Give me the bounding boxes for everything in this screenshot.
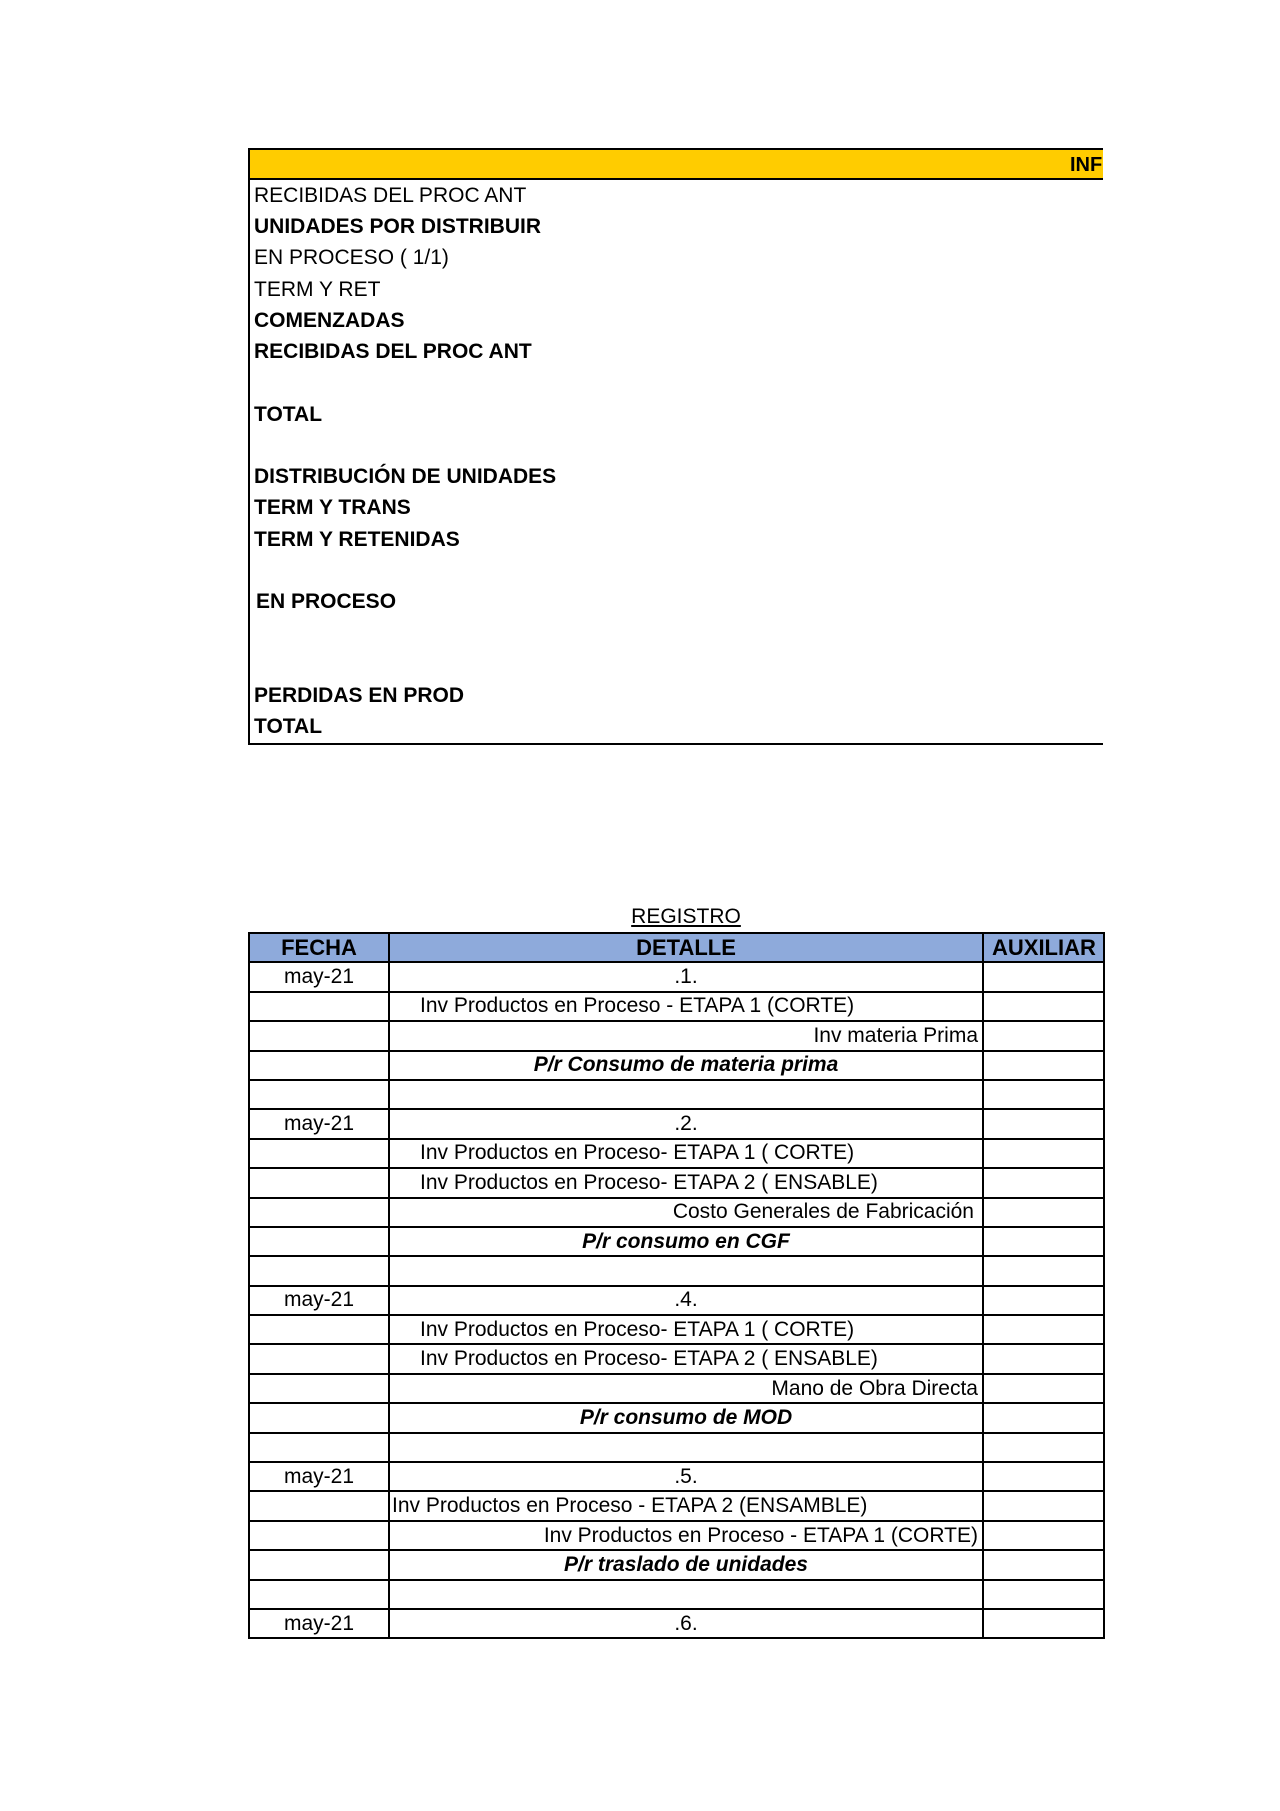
auxiliar-cell xyxy=(983,1580,1104,1609)
header-auxiliar: AUXILIAR xyxy=(983,933,1104,962)
informe-row: TERM Y RETENIDAS xyxy=(254,528,460,551)
auxiliar-cell xyxy=(983,1344,1104,1373)
fecha-cell xyxy=(249,1550,389,1579)
fecha-cell xyxy=(249,1198,389,1227)
detalle-cell: P/r traslado de unidades xyxy=(389,1550,983,1579)
table-row xyxy=(249,1109,1104,1138)
detalle-cell: .5. xyxy=(389,1462,983,1491)
table-row xyxy=(249,1227,1104,1256)
table-row xyxy=(249,1403,1104,1432)
informe-row: TERM Y RET xyxy=(254,278,381,301)
fecha-cell xyxy=(249,1227,389,1256)
table-row xyxy=(249,962,1104,991)
header-fecha: FECHA xyxy=(249,933,389,962)
detalle-cell: Mano de Obra Directa xyxy=(389,1374,983,1403)
table-row xyxy=(249,1139,1104,1168)
informe-row: DISTRIBUCIÓN DE UNIDADES xyxy=(254,465,557,488)
auxiliar-cell xyxy=(983,1286,1104,1315)
fecha-cell: may-21 xyxy=(249,962,389,991)
detalle-cell: .2. xyxy=(389,1109,983,1138)
detalle-cell: .1. xyxy=(389,962,983,991)
table-row xyxy=(249,1521,1104,1550)
table-row xyxy=(249,1315,1104,1344)
fecha-cell: may-21 xyxy=(249,1462,389,1491)
informe-row: TOTAL xyxy=(254,403,323,426)
auxiliar-cell xyxy=(983,1403,1104,1432)
table-row xyxy=(249,1021,1104,1050)
informe-block xyxy=(248,148,1103,745)
informe-row: TOTAL xyxy=(254,715,323,738)
auxiliar-cell xyxy=(983,962,1104,991)
fecha-cell xyxy=(249,1403,389,1432)
table-row xyxy=(249,1609,1104,1638)
table-row xyxy=(249,1344,1104,1373)
registro-body xyxy=(249,962,1104,1638)
auxiliar-cell xyxy=(983,1021,1104,1050)
informe-header xyxy=(250,148,1103,180)
table-row xyxy=(249,1580,1104,1609)
auxiliar-cell xyxy=(983,1491,1104,1520)
detalle-cell: Inv Productos en Proceso - ETAPA 2 (ENSAMBLE) xyxy=(389,1491,983,1520)
registro-title: REGISTRO xyxy=(631,905,741,928)
detalle-cell: .4. xyxy=(389,1286,983,1315)
table-row xyxy=(249,1374,1104,1403)
fecha-cell xyxy=(249,1168,389,1197)
table-row xyxy=(249,1550,1104,1579)
fecha-cell xyxy=(249,1256,389,1285)
table-row xyxy=(249,992,1104,1021)
fecha-cell xyxy=(249,1315,389,1344)
auxiliar-cell xyxy=(983,1521,1104,1550)
fecha-cell xyxy=(249,1521,389,1550)
fecha-cell xyxy=(249,1344,389,1373)
auxiliar-cell xyxy=(983,1609,1104,1638)
auxiliar-cell xyxy=(983,1051,1104,1080)
registro-table xyxy=(248,932,1105,1639)
informe-row: EN PROCESO xyxy=(256,590,397,613)
detalle-cell: Inv materia Prima xyxy=(389,1021,983,1050)
detalle-cell: Inv Productos en Proceso- ETAPA 2 ( ENSABLE) xyxy=(389,1344,983,1373)
detalle-cell: Inv Productos en Proceso - ETAPA 1 (CORTE) xyxy=(389,1521,983,1550)
fecha-cell: may-21 xyxy=(249,1286,389,1315)
table-row xyxy=(249,1168,1104,1197)
detalle-cell: P/r consumo de MOD xyxy=(389,1403,983,1432)
fecha-cell xyxy=(249,992,389,1021)
detalle-cell xyxy=(389,1580,983,1609)
table-row xyxy=(249,1491,1104,1520)
fecha-cell xyxy=(249,1080,389,1109)
informe-row: RECIBIDAS DEL PROC ANT xyxy=(254,340,532,363)
fecha-cell xyxy=(249,1139,389,1168)
fecha-cell xyxy=(249,1051,389,1080)
table-row xyxy=(249,1080,1104,1109)
table-row xyxy=(249,1462,1104,1491)
registro-header-row xyxy=(249,933,1104,962)
detalle-cell: P/r consumo en CGF xyxy=(389,1227,983,1256)
auxiliar-cell xyxy=(983,1462,1104,1491)
fecha-cell xyxy=(249,1374,389,1403)
auxiliar-cell xyxy=(983,1139,1104,1168)
fecha-cell: may-21 xyxy=(249,1109,389,1138)
auxiliar-cell xyxy=(983,1374,1104,1403)
detalle-cell: Costo Generales de Fabricación xyxy=(389,1198,983,1227)
informe-row: PERDIDAS EN PROD xyxy=(254,684,465,707)
table-row xyxy=(249,1198,1104,1227)
detalle-cell xyxy=(389,1080,983,1109)
fecha-cell xyxy=(249,1580,389,1609)
auxiliar-cell xyxy=(983,1168,1104,1197)
detalle-cell: .6. xyxy=(389,1609,983,1638)
auxiliar-cell xyxy=(983,1227,1104,1256)
informe-row: RECIBIDAS DEL PROC ANT xyxy=(254,184,527,207)
auxiliar-cell xyxy=(983,1080,1104,1109)
table-row xyxy=(249,1051,1104,1080)
informe-row: UNIDADES POR DISTRIBUIR xyxy=(254,215,542,238)
informe-row: TERM Y TRANS xyxy=(254,496,411,519)
detalle-cell: Inv Productos en Proceso- ETAPA 1 ( CORTE) xyxy=(389,1315,983,1344)
table-row xyxy=(249,1286,1104,1315)
table-row xyxy=(249,1433,1104,1462)
auxiliar-cell xyxy=(983,1256,1104,1285)
informe-row: COMENZADAS xyxy=(254,309,405,332)
detalle-cell: Inv Productos en Proceso - ETAPA 1 (CORTE) xyxy=(389,992,983,1021)
auxiliar-cell xyxy=(983,992,1104,1021)
fecha-cell xyxy=(249,1021,389,1050)
fecha-cell: may-21 xyxy=(249,1609,389,1638)
fecha-cell xyxy=(249,1433,389,1462)
detalle-cell: Inv Productos en Proceso- ETAPA 2 ( ENSABLE) xyxy=(389,1168,983,1197)
detalle-cell: P/r Consumo de materia prima xyxy=(389,1051,983,1080)
auxiliar-cell xyxy=(983,1315,1104,1344)
informe-row: EN PROCESO ( 1/1) xyxy=(254,246,449,269)
auxiliar-cell xyxy=(983,1550,1104,1579)
detalle-cell xyxy=(389,1433,983,1462)
header-detalle: DETALLE xyxy=(389,933,983,962)
auxiliar-cell xyxy=(983,1109,1104,1138)
auxiliar-cell xyxy=(983,1433,1104,1462)
detalle-cell xyxy=(389,1256,983,1285)
informe-header-title: INF xyxy=(1070,154,1103,176)
table-row xyxy=(249,1256,1104,1285)
auxiliar-cell xyxy=(983,1198,1104,1227)
detalle-cell: Inv Productos en Proceso- ETAPA 1 ( CORTE) xyxy=(389,1139,983,1168)
fecha-cell xyxy=(249,1491,389,1520)
